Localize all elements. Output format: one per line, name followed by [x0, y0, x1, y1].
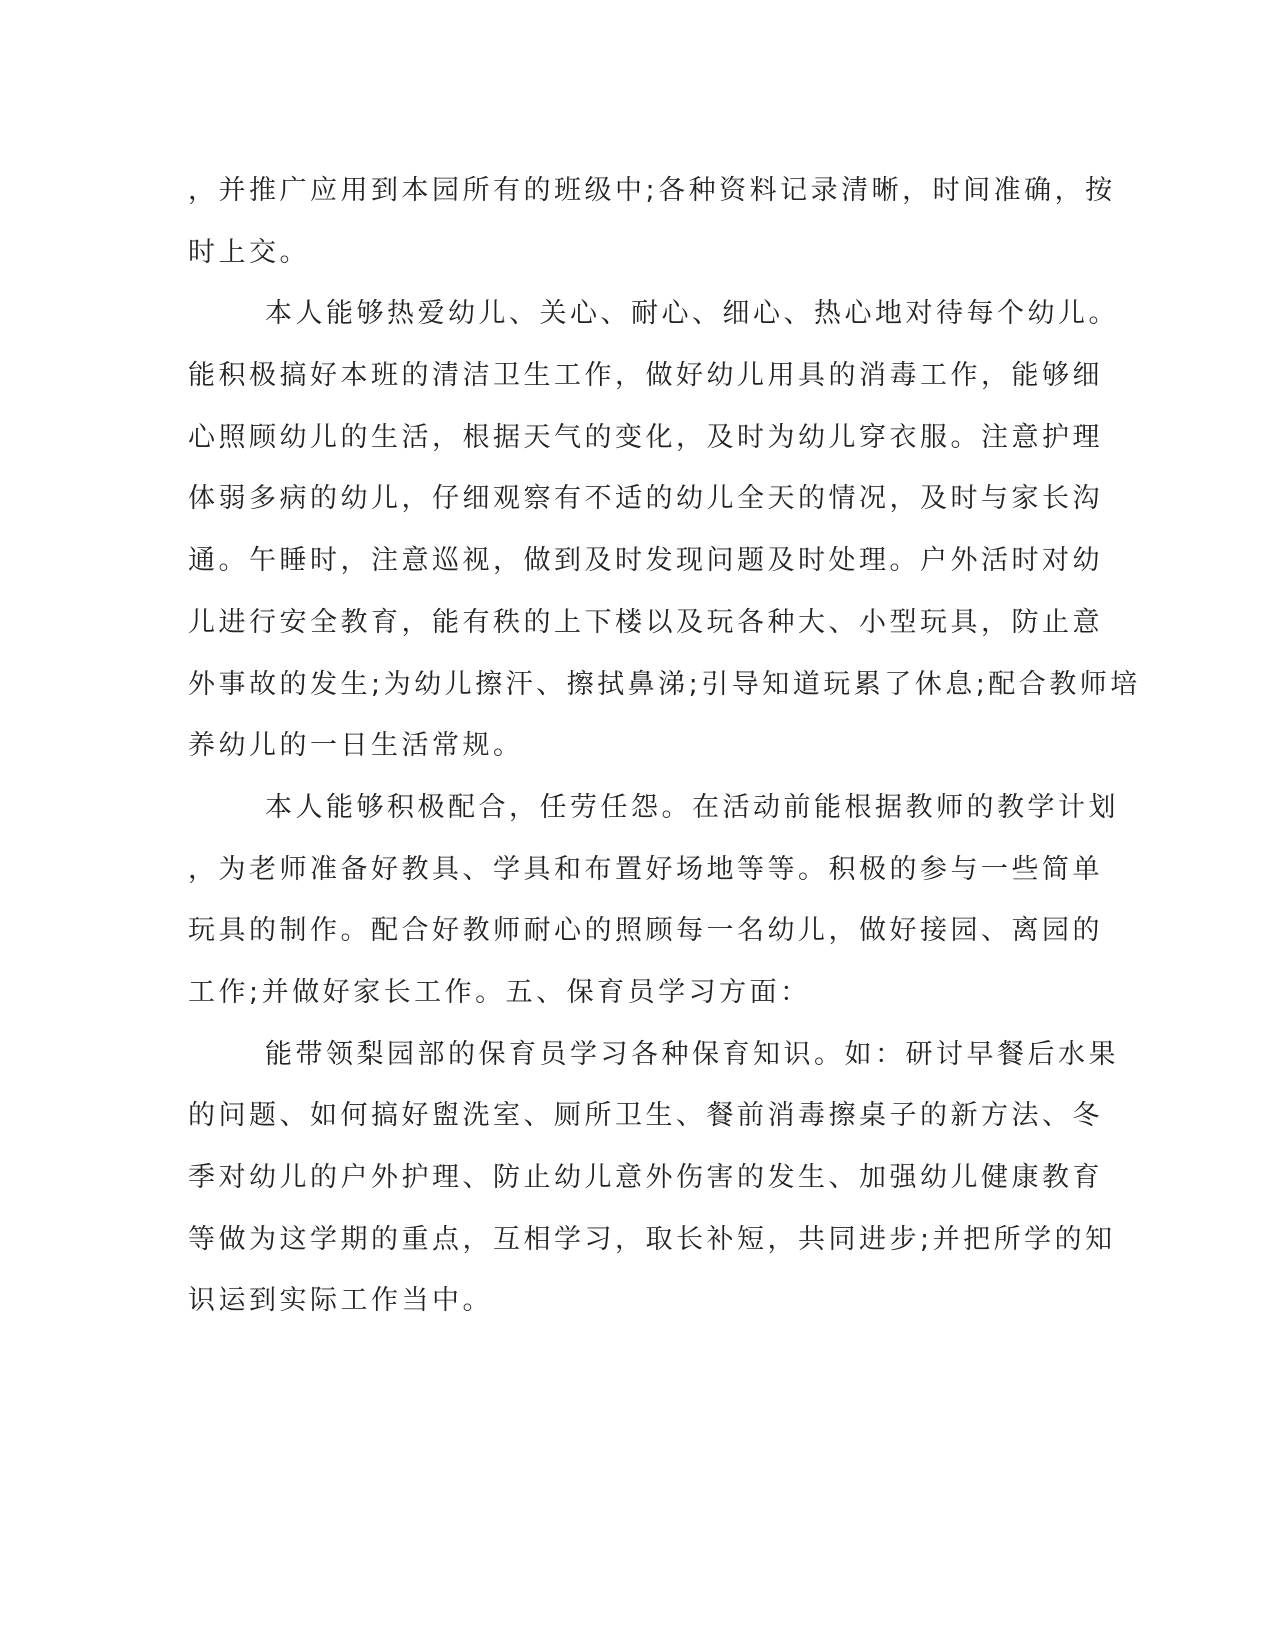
document-body — [188, 160, 1141, 1332]
text-line: 能积极搞好本班的清洁卫生工作，做好幼儿用具的消毒工作，能够细 — [188, 360, 1103, 392]
text-line: 心照顾幼儿的生活，根据天气的变化，及时为幼儿穿衣服。注意护理 — [188, 421, 1103, 453]
text-line: 儿进行安全教育，能有秩的上下楼以及玩各种大、小型玩具，防止意 — [188, 606, 1103, 638]
text-line: 季对幼儿的户外护理、防止幼儿意外伤害的发生、加强幼儿健康教育 — [188, 1162, 1103, 1193]
text-line: 玩具的制作。配合好教师耐心的照顾每一名幼儿，做好接园、离园的 — [188, 915, 1103, 947]
text-line: 的问题、如何搞好盥洗室、厕所卫生、餐前消毒擦桌子的新方法、冬 — [188, 1100, 1103, 1132]
text-line: 养幼儿的一日生活常规。 — [188, 730, 524, 762]
paragraph-first-line: 本人能够热爱幼儿、关心、耐心、细心、热心地对待每个幼儿。 — [265, 298, 1119, 330]
text-line: 体弱多病的幼儿，仔细观察有不适的幼儿全天的情况，及时与家长沟 — [188, 483, 1103, 515]
text-line: 识运到实际工作当中。 — [188, 1285, 493, 1317]
text-line: 通。午睡时，注意巡视，做到及时发现问题及时处理。户外活时对幼 — [188, 545, 1103, 577]
text-line: 等做为这学期的重点，互相学习，取长补短，共同进步;并把所学的知 — [188, 1223, 1116, 1255]
text-line: 外事故的发生;为幼儿擦汗、擦拭鼻涕;引导知道玩累了休息;配合教师培 — [188, 668, 1141, 700]
paragraph-first-line: 能带领梨园部的保育员学习各种保育知识。如：研讨早餐后水果 — [265, 1038, 1119, 1070]
text-line: 工作;并做好家长工作。五、保育员学习方面： — [188, 976, 811, 1008]
paragraph-first-line: 本人能够积极配合，任劳任怨。在活动前能根据教师的教学计划 — [265, 791, 1119, 823]
text-line: 时上交。 — [188, 236, 310, 268]
text-line: ，为老师准备好教具、学具和布置好场地等等。积极的参与一些简单 — [188, 853, 1103, 885]
text-line: ，并推广应用到本园所有的班级中;各种资料记录清晰，时间准确，按 — [188, 175, 1116, 206]
